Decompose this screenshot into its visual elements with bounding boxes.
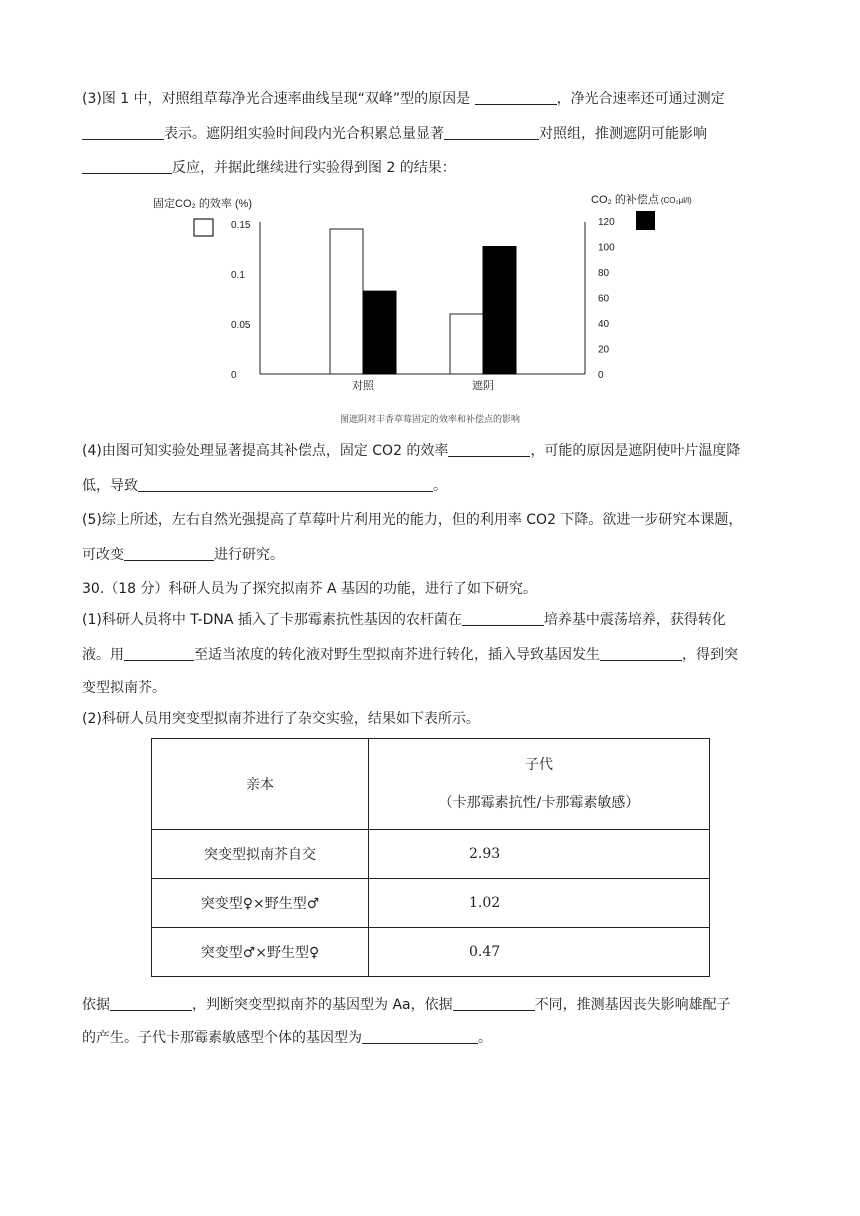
- answer-blank[interactable]: [462, 609, 544, 626]
- q30-1-line1: [82, 603, 782, 638]
- right-tick-label: 120: [598, 217, 615, 228]
- right-axis-label: CO₂ 的补偿点: [591, 194, 659, 206]
- text: 培养基中震荡培养，获得转化: [543, 612, 726, 628]
- text: 不同，推测基因丧失影响雄配子: [534, 997, 731, 1013]
- q3-line2: [82, 117, 782, 152]
- answer-blank[interactable]: [110, 994, 192, 1011]
- bar-compensation-point: [363, 291, 396, 374]
- q5-line1: [82, 503, 782, 538]
- answer-blank[interactable]: [82, 123, 164, 140]
- answer-blank[interactable]: [138, 475, 433, 492]
- category-label: 遮阴: [472, 380, 494, 392]
- answer-blank[interactable]: [453, 994, 535, 1011]
- answer-blank[interactable]: [124, 644, 194, 661]
- text: (3)图 1 中，对照组草莓净光合速率曲线呈现“双峰”型的原因是: [82, 91, 471, 107]
- header-parent: 亲本: [152, 739, 369, 830]
- q30-title: [82, 572, 782, 607]
- table-row: [152, 830, 710, 879]
- cross-results-table: [151, 738, 710, 977]
- table-cell-ratio: 2.93: [369, 830, 710, 879]
- right-tick-label: 80: [598, 268, 610, 279]
- text: ，得到突: [682, 647, 738, 663]
- q30-1-line3: [82, 671, 782, 706]
- table-cell-parent: 突变型♂×野生型♀: [152, 928, 369, 977]
- text: ，可能的原因是遮阴使叶片温度降: [530, 443, 741, 459]
- answer-blank[interactable]: [600, 644, 682, 661]
- header-offspring-title: 子代: [525, 757, 553, 773]
- bar-chart: [153, 192, 715, 402]
- text: 依据: [82, 997, 110, 1013]
- table-row: [152, 928, 710, 977]
- q30-2-line3: [82, 1021, 782, 1056]
- answer-blank[interactable]: [124, 544, 214, 561]
- text: 可改变: [82, 547, 124, 563]
- q5-line2: [82, 538, 782, 573]
- text: 表示。遮阴组实验时间段内光合积累总量显著: [164, 126, 444, 142]
- table-cell-ratio: 0.47: [369, 928, 710, 977]
- text: 反应，并据此继续进行实验得到图 2 的结果：: [172, 160, 456, 176]
- figure-caption: 图遮阴对丰香草莓固定的效率和补偿点的影响: [339, 415, 520, 425]
- left-axis-label: 固定CO₂ 的效率 (%): [153, 198, 252, 210]
- answer-blank[interactable]: [448, 440, 530, 457]
- table-cell-ratio: 1.02: [369, 879, 710, 928]
- left-tick-label: 0.15: [231, 220, 251, 231]
- right-tick-label: 0: [598, 370, 604, 381]
- header-offspring-subtitle: （卡那霉素抗性/卡那霉素敏感）: [438, 795, 640, 811]
- q3-line3: [82, 151, 782, 186]
- category-label: 对照: [352, 380, 374, 392]
- text: 至适当浓度的转化液对野生型拟南芥进行转化，插入导致基因发生: [194, 647, 600, 663]
- text: ，净光合速率还可通过测定: [556, 91, 725, 107]
- right-tick-label: 40: [598, 319, 610, 330]
- left-axis-title: [153, 196, 252, 210]
- right-axis-title: [591, 192, 692, 206]
- text: 低，导致: [82, 478, 138, 494]
- text: 对照组，推测遮阴可能影响: [539, 126, 707, 142]
- ticks: [231, 217, 615, 392]
- answer-blank[interactable]: [82, 157, 172, 174]
- table-row: [152, 879, 710, 928]
- q30-1-line2: [82, 638, 782, 673]
- table-header-row: [152, 739, 710, 830]
- bar-fixation-efficiency: [330, 229, 363, 374]
- right-tick-label: 60: [598, 293, 610, 305]
- text: (5)综上所述，左右自然光强提高了草莓叶片利用光的能力，但的利用率 CO2 下降。欲进一步研究本课题，: [82, 512, 743, 528]
- text: 进行研究。: [214, 547, 284, 563]
- axes: [260, 222, 585, 374]
- right-tick-label: 20: [598, 344, 610, 356]
- left-tick-label: 0.1: [231, 270, 245, 281]
- text: 变型拟南芥。: [82, 680, 166, 696]
- header-offspring: [369, 739, 710, 830]
- q30-2-line1: [82, 702, 782, 737]
- left-tick-label: 0: [231, 370, 237, 381]
- q4-line2: [82, 469, 782, 504]
- q30-2-line2: [82, 988, 782, 1023]
- answer-blank[interactable]: [362, 1027, 478, 1044]
- table-cell-parent: 突变型♀×野生型♂: [152, 879, 369, 928]
- answer-blank[interactable]: [444, 123, 539, 140]
- q4-line1: [82, 434, 782, 469]
- legend-black-box: [636, 211, 655, 230]
- left-tick-label: 0.05: [231, 320, 251, 331]
- text: 的产生。子代卡那霉素敏感型个体的基因型为: [82, 1030, 362, 1046]
- bars: [330, 229, 516, 374]
- legend-white-box: [194, 219, 213, 236]
- bar-compensation-point: [483, 247, 516, 375]
- answer-blank[interactable]: [475, 88, 557, 105]
- q3-line1: [82, 82, 782, 117]
- bar-fixation-efficiency: [450, 314, 483, 374]
- text: ，判断突变型拟南芥的基因型为 Aa，依据: [192, 997, 453, 1013]
- text: 。: [433, 478, 447, 494]
- right-tick-label: 100: [598, 242, 615, 254]
- text: (2)科研人员用突变型拟南芥进行了杂交实验，结果如下表所示。: [82, 711, 480, 727]
- table-cell-parent: 突变型拟南芥自交: [152, 830, 369, 879]
- right-axis-unit: (CO₂μl/l): [660, 196, 692, 205]
- text: (4)由图可知实验处理显著提高其补偿点，固定 CO2 的效率: [82, 443, 449, 459]
- text: 。: [478, 1030, 492, 1046]
- text: 液。用: [82, 647, 124, 663]
- text: (1)科研人员将中 T-DNA 插入了卡那霉素抗性基因的农杆菌在: [82, 612, 462, 628]
- text: 30.（18 分）科研人员为了探究拟南芥 A 基因的功能，进行了如下研究。: [82, 581, 538, 597]
